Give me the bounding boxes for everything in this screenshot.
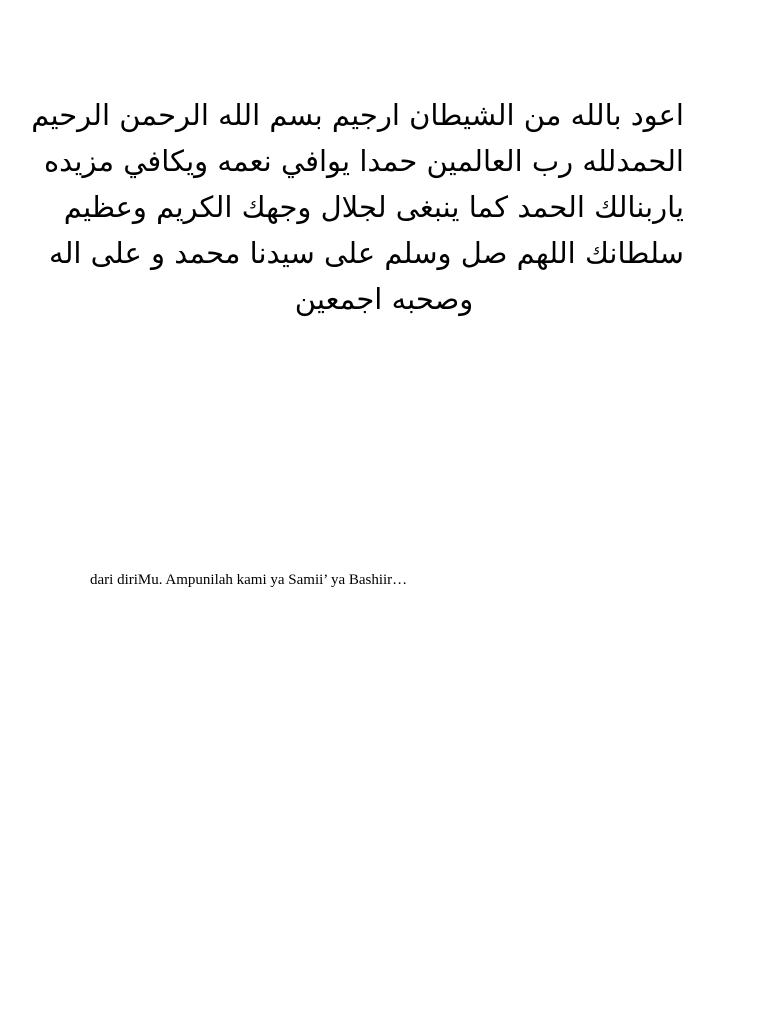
- arabic-line-1: اعود بالله من الشيطان ارجيم بسم الله الرحمن الرحيم: [31, 98, 684, 132]
- arabic-prayer-paragraph: [31, 92, 684, 322]
- arabic-line-2: الحمدلله رب العالمين حمدا يوافي نعمه ويكافي مزيده: [43, 144, 684, 178]
- arabic-line-5: وصحبه اجمعين: [294, 282, 474, 316]
- latin-text-line: dari diriMu. Ampunilah kami ya Samii’ ya Bashiir…: [90, 572, 408, 588]
- arabic-line-4: سلطانك اللهم صل وسلم على سيدنا محمد و على اله: [49, 236, 684, 270]
- arabic-line-3: ياربنالك الحمد كما ينبغى لجلال وجهك الكريم وعظيم: [63, 190, 684, 224]
